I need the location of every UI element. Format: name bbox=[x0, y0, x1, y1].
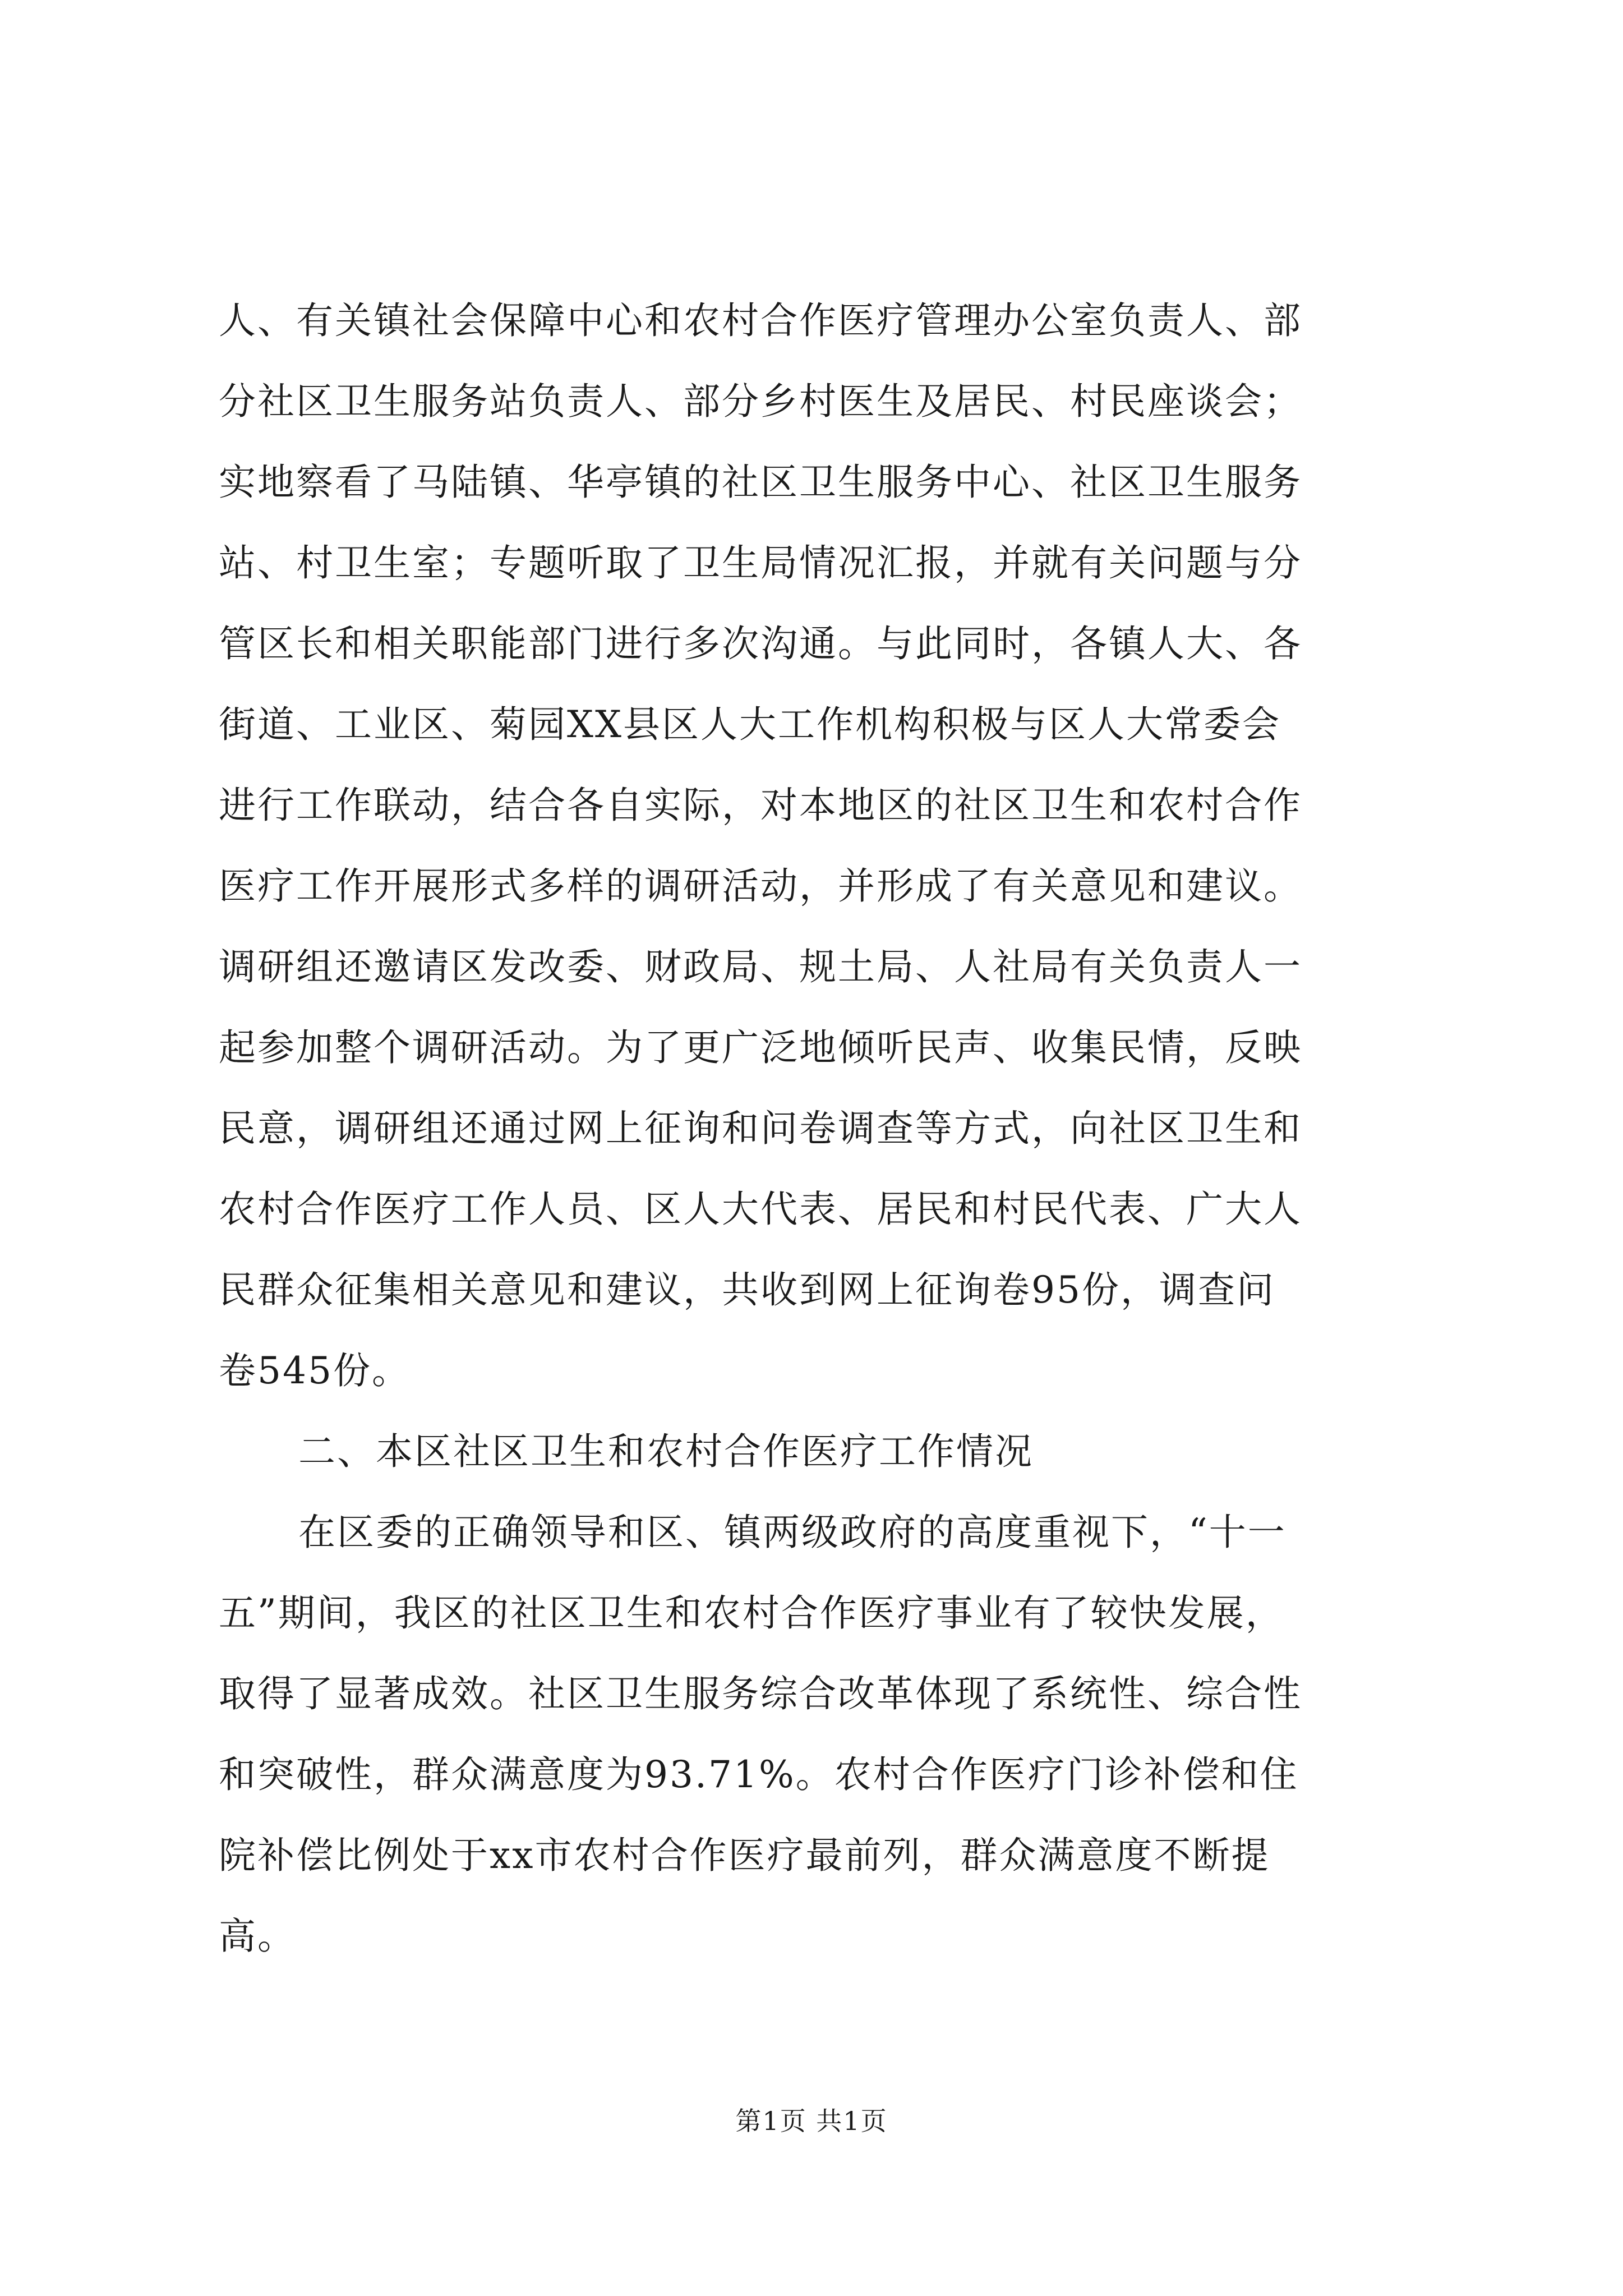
paragraph-line: 医疗工作开展形式多样的调研活动，并形成了有关意见和建议。 bbox=[219, 864, 1302, 908]
paragraph-line: 人、有关镇社会保障中心和农村合作医疗管理办公室负责人、部 bbox=[219, 299, 1302, 342]
paragraph-line: 院补偿比例处于xx市农村合作医疗最前列，群众满意度不断提 bbox=[219, 1834, 1270, 1877]
paragraph-line: 分社区卫生服务站负责人、部分乡村医生及居民、村民座谈会； bbox=[219, 380, 1302, 423]
paragraph-line: 高。 bbox=[219, 1915, 296, 1958]
paragraph-line: 进行工作联动，结合各自实际，对本地区的社区卫生和农村合作 bbox=[219, 784, 1302, 827]
page-footer: 第1页 共1页 bbox=[735, 2106, 888, 2136]
paragraph-line: 管区长和相关职能部门进行多次沟通。与此同时，各镇人大、各 bbox=[219, 622, 1302, 665]
paragraph-line: 调研组还邀请区发改委、财政局、规土局、人社局有关负责人一 bbox=[219, 945, 1302, 988]
paragraph-line: 民群众征集相关意见和建议，共收到网上征询卷95份，调查问 bbox=[219, 1268, 1275, 1312]
paragraph-line: 实地察看了马陆镇、华亭镇的社区卫生服务中心、社区卫生服务 bbox=[219, 461, 1302, 504]
paragraph-line: 卷545份。 bbox=[219, 1349, 411, 1392]
paragraph-line: 和突破性，群众满意度为93.71%。农村合作医疗门诊补偿和住 bbox=[219, 1753, 1299, 1796]
paragraph-line: 民意，调研组还通过网上征询和问卷调查等方式，向社区卫生和 bbox=[219, 1107, 1302, 1150]
paragraph-line: 取得了显著成效。社区卫生服务综合改革体现了系统性、综合性 bbox=[219, 1672, 1302, 1715]
paragraph-line: 街道、工业区、菊园XX县区人大工作机构积极与区人大常委会 bbox=[219, 703, 1281, 746]
paragraph-line: 五”期间，我区的社区卫生和农村合作医疗事业有了较快发展， bbox=[219, 1591, 1284, 1635]
section-heading: 二、本区社区卫生和农村合作医疗工作情况 bbox=[298, 1430, 1034, 1473]
paragraph-line: 站、村卫生室；专题听取了卫生局情况汇报，并就有关问题与分 bbox=[219, 541, 1302, 585]
paragraph-line: 农村合作医疗工作人员、区人大代表、居民和村民代表、广大人 bbox=[219, 1188, 1302, 1231]
document-body bbox=[219, 280, 1413, 1977]
paragraph-line: 在区委的正确领导和区、镇两级政府的高度重视下，“十一 bbox=[298, 1511, 1287, 1554]
paragraph-line: 起参加整个调研活动。为了更广泛地倾听民声、收集民情，反映 bbox=[219, 1026, 1302, 1069]
